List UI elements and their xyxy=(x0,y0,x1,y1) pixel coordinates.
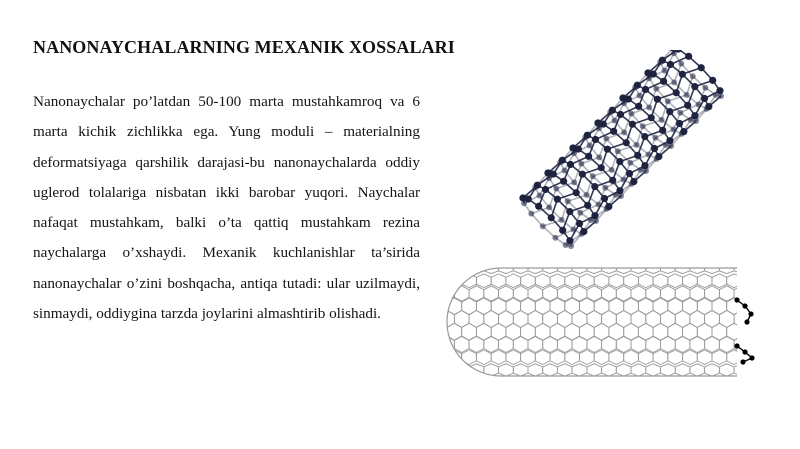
slide-body-text: Nanonaychalar po’latdan 50-100 marta mustahkamroq va 6 marta kichik zichlikka ega. Yung moduli – materialning deformatsiyaga qarshilik darajasi-bu nanonaychalarda oddiy uglerod tolalariga nisbatan ikki barobar yuqori. Naychalar nafaqat mustahkam, balki o’ta qattiq mustahkam rezina naychalarga o’xshaydi. Mexanik kuchlanishlar ta’sirida nanonaychalar o’zini boshqacha, antiqa tutadi: ular uzilmaydi, sinmaydi, oddiygina tarzda joylarini almashtirib olishadi. xyxy=(33,93,420,323)
nanotube-ball-and-stick-icon xyxy=(505,50,735,250)
slide-title: NANONAYCHALARNING MEXANIK XOSSALARI xyxy=(33,37,455,57)
nanotube-wireframe-icon xyxy=(437,258,767,388)
